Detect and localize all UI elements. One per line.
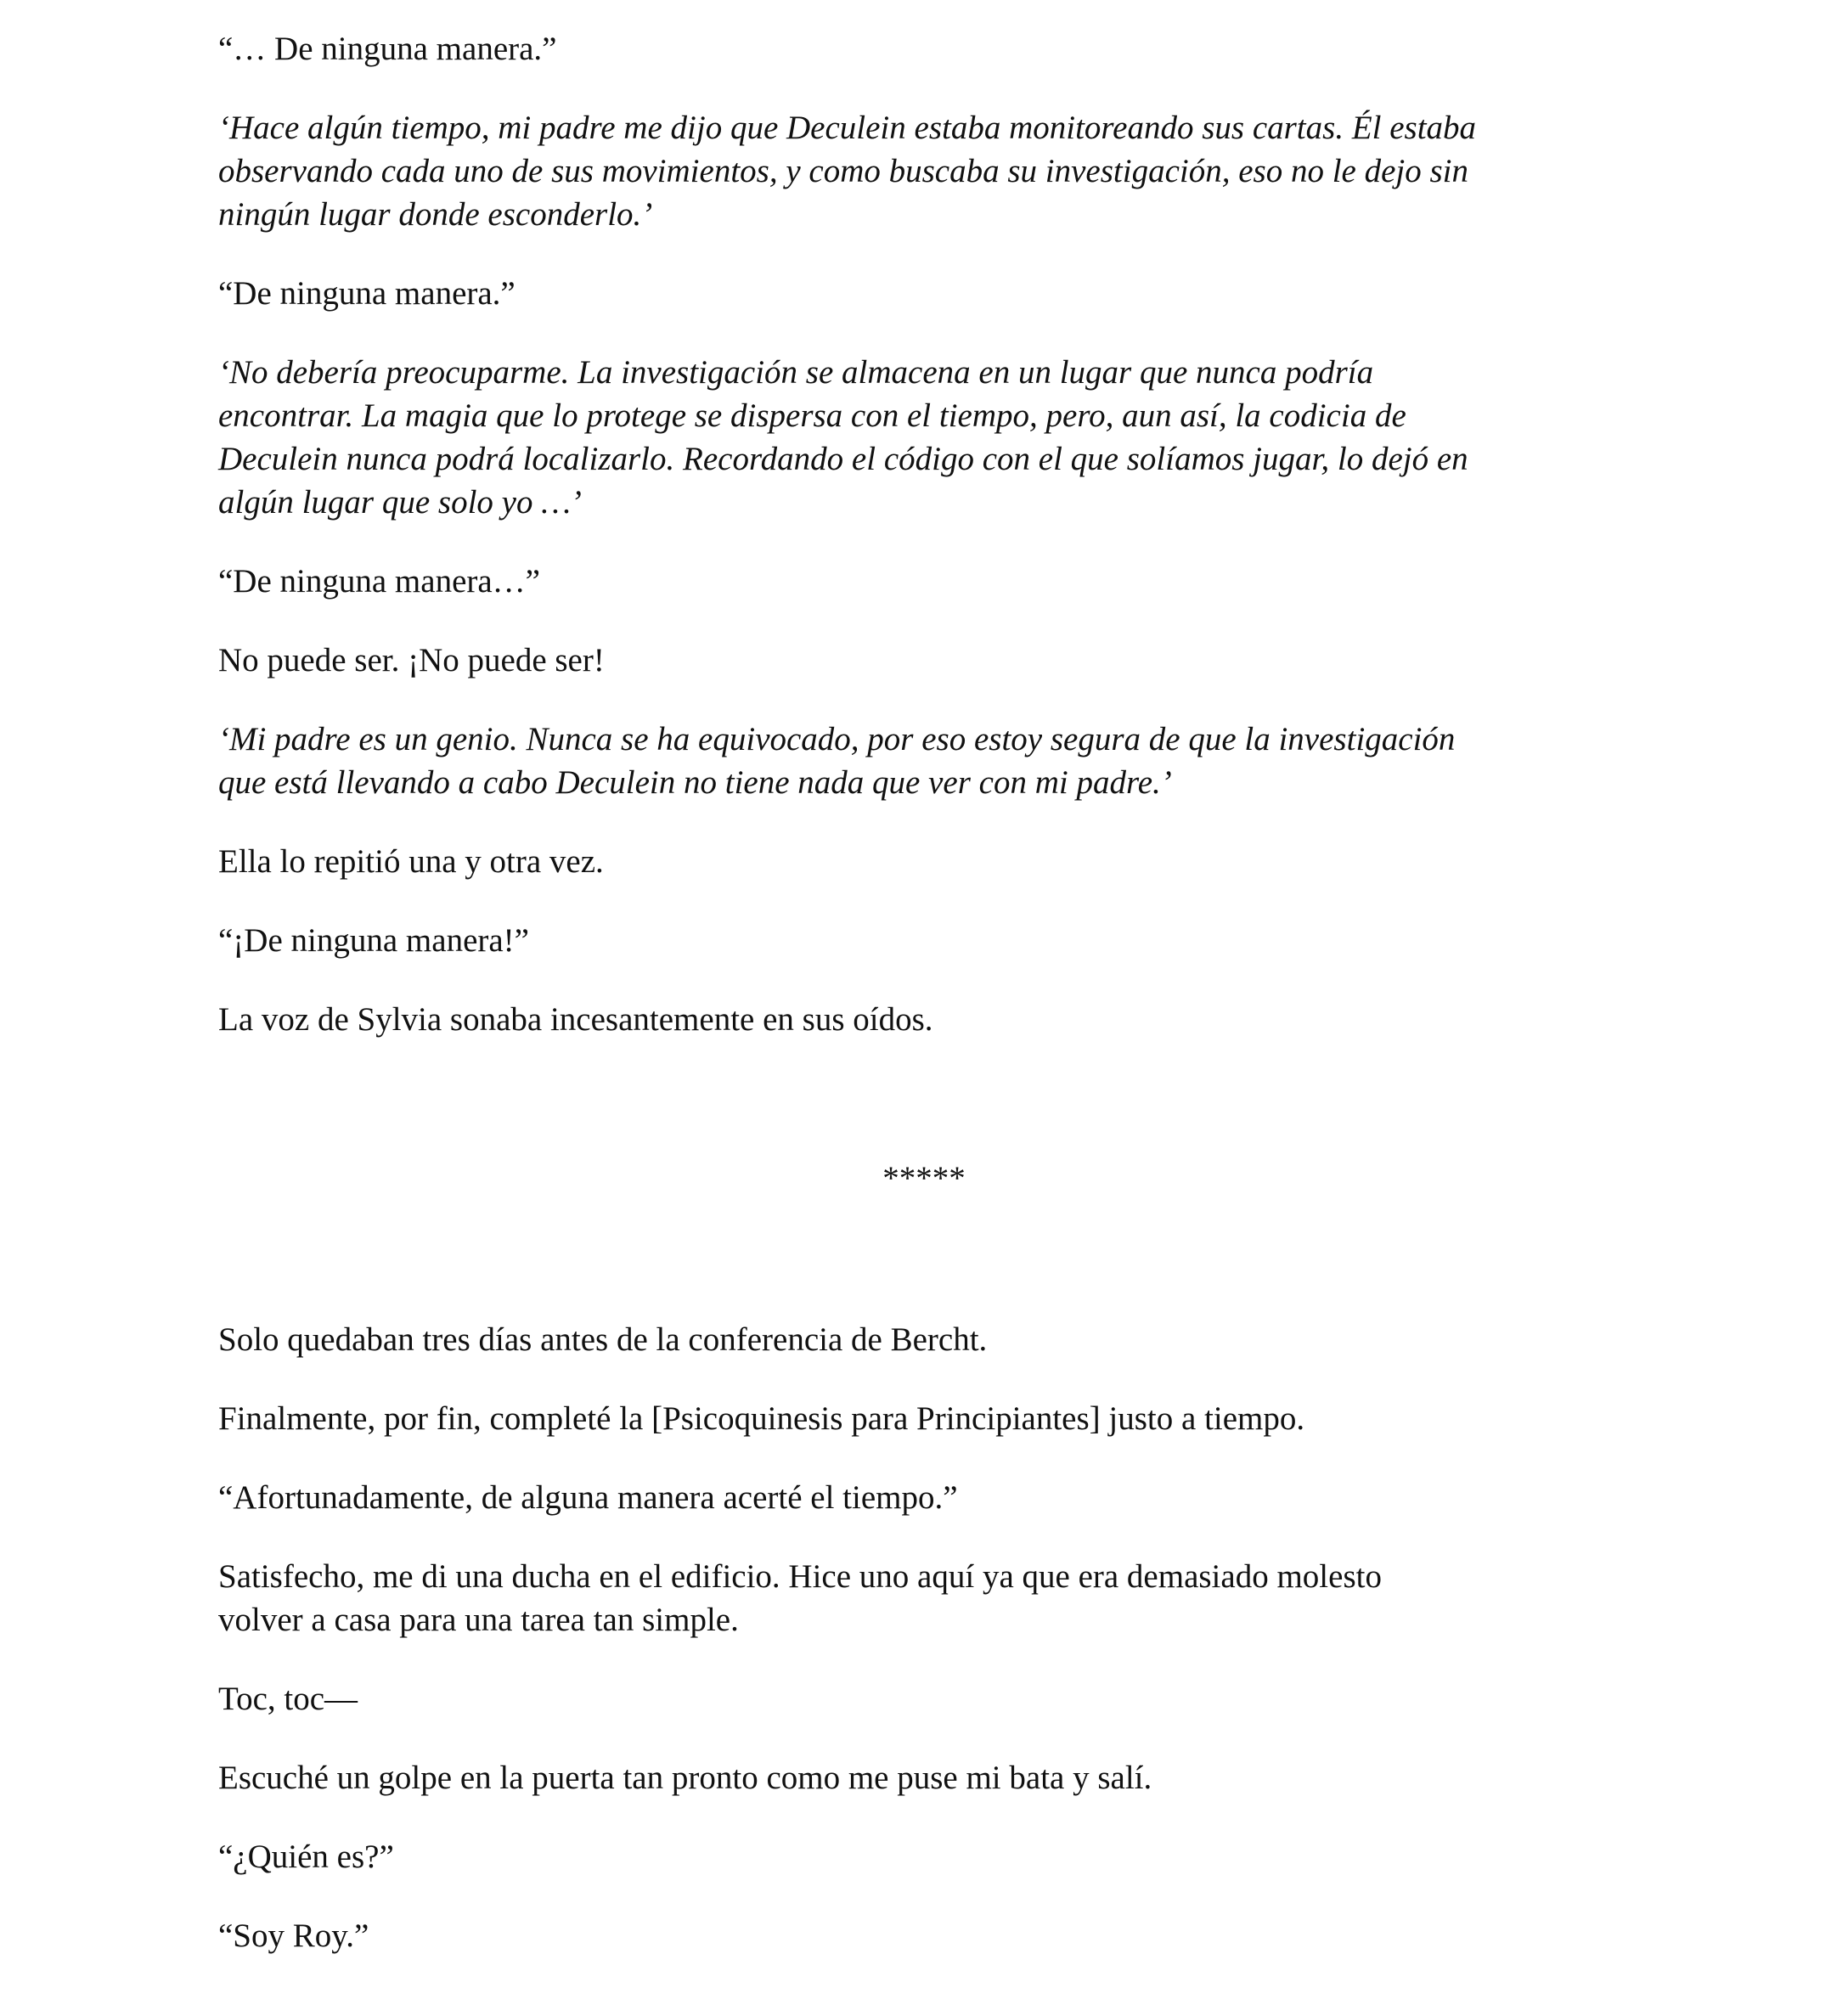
paragraph	[218, 1555, 1645, 1641]
text-line: “¡De ninguna manera!”	[218, 922, 529, 959]
text-line: Solo quedaban tres días antes de la conferencia de Bercht.	[218, 1321, 988, 1358]
text-line: Toc, toc—	[218, 1681, 358, 1717]
text-line: “¿Quién es?”	[218, 1839, 394, 1875]
paragraph	[218, 560, 1645, 603]
text-line: No puede ser. ¡No puede ser!	[218, 642, 605, 679]
text-line: Satisfecho, me di una ducha en el edificio. Hice uno aquí ya que era demasiado molesto	[218, 1558, 1382, 1595]
document-body	[218, 27, 1645, 1077]
text-line: “De ninguna manera…”	[218, 563, 540, 600]
text-line: ‘Hace algún tiempo, mi padre me dijo que Deculein estaba monitoreando sus cartas. Él estaba	[218, 110, 1477, 146]
paragraph	[218, 840, 1645, 883]
paragraph	[218, 27, 1645, 70]
paragraph	[218, 998, 1645, 1041]
text-line: observando cada uno de sus movimientos, y como buscaba su investigación, eso no le dejo sin	[218, 153, 1469, 189]
scene-separator: *****	[882, 1160, 966, 1197]
text-line: ‘No debería preocuparme. La investigación se almacena en un lugar que nunca podría	[218, 354, 1374, 391]
paragraph	[218, 1756, 1645, 1799]
text-line: ningún lugar donde esconderlo.’	[218, 196, 653, 233]
text-line: Ella lo repitió una y otra vez.	[218, 843, 604, 880]
scene-separator-wrapper	[0, 1157, 1848, 1200]
paragraph	[218, 1835, 1645, 1878]
paragraph	[218, 1677, 1645, 1720]
text-line: “… De ninguna manera.”	[218, 31, 557, 67]
text-line: “Soy Roy.”	[218, 1917, 369, 1954]
text-line: ‘Mi padre es un genio. Nunca se ha equivocado, por eso estoy segura de que la investigación	[218, 721, 1456, 757]
italic-paragraph	[218, 106, 1645, 236]
section-part-1	[218, 27, 1645, 1041]
text-line: “Afortunadamente, de alguna manera acerté el tiempo.”	[218, 1479, 958, 1516]
section-part-2	[218, 1318, 1645, 1957]
paragraph	[218, 1914, 1645, 1957]
text-line: La voz de Sylvia sonaba incesantemente en sus oídos.	[218, 1001, 933, 1038]
paragraph	[218, 919, 1645, 962]
text-line: Finalmente, por fin, completé la [Psicoquinesis para Principiantes] justo a tiempo.	[218, 1400, 1305, 1437]
paragraph	[218, 639, 1645, 682]
paragraph	[218, 272, 1645, 315]
text-line: volver a casa para una tarea tan simple.	[218, 1602, 739, 1638]
text-line: Deculein nunca podrá localizarlo. Recordando el código con el que solíamos jugar, lo dejó en	[218, 441, 1468, 477]
italic-paragraph	[218, 351, 1645, 524]
text-line: encontrar. La magia que lo protege se dispersa con el tiempo, pero, aun así, la codicia de	[218, 397, 1406, 434]
document-body-continued	[218, 1318, 1645, 1993]
italic-paragraph	[218, 718, 1645, 804]
text-line: algún lugar que solo yo …’	[218, 484, 582, 521]
text-line: que está llevando a cabo Deculein no tiene nada que ver con mi padre.’	[218, 764, 1172, 801]
paragraph	[218, 1318, 1645, 1361]
text-line: Escuché un golpe en la puerta tan pronto como me puse mi bata y salí.	[218, 1760, 1152, 1796]
paragraph	[218, 1476, 1645, 1519]
paragraph	[218, 1397, 1645, 1440]
text-line: “De ninguna manera.”	[218, 275, 516, 312]
